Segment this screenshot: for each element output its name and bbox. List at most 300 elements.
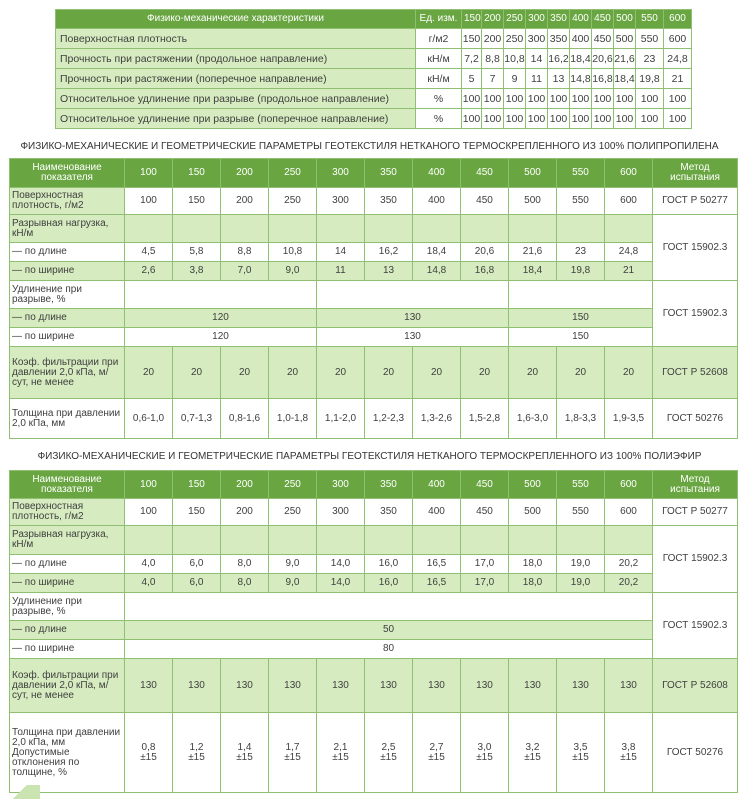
- polypropylene-table: [9, 158, 738, 439]
- elong-width-value: 130: [317, 328, 509, 347]
- load-width-value: 13: [365, 262, 413, 281]
- density-value: 300: [317, 499, 365, 526]
- thickness-value: 3,0 ±15: [461, 713, 509, 793]
- density-value: 450: [461, 499, 509, 526]
- load-width-value: 16,8: [461, 262, 509, 281]
- header-grade: 200: [482, 10, 504, 29]
- value-cell: 100: [592, 109, 614, 129]
- header-grade: 400: [570, 10, 592, 29]
- polypropylene-table-title: ФИЗИКО-МЕХАНИЧЕСКИЕ И ГЕОМЕТРИЧЕСКИЕ ПАРАМЕТРЫ ГЕОТЕКСТИЛЯ НЕТКАНОГО ТЕРМОСКРЕПЛЕННОГО ИЗ 100% ПОЛИПРОПИЛЕНА: [20, 141, 719, 152]
- load-length-value: 4,0: [125, 555, 173, 574]
- filter-value: 20: [413, 347, 461, 399]
- filter-value: 20: [173, 347, 221, 399]
- elong-method: ГОСТ 15902.3: [653, 593, 738, 659]
- row-label: Прочность при растяжении (продольное направление): [56, 49, 416, 69]
- filter-method: ГОСТ Р 52608: [653, 659, 738, 713]
- elong-width-row: [10, 328, 738, 347]
- table-row: [56, 109, 692, 129]
- filter-value: 130: [461, 659, 509, 713]
- value-cell: 100: [636, 89, 664, 109]
- value-cell: 9: [504, 69, 526, 89]
- load-length-row: [10, 555, 738, 574]
- thickness-value: 1,8-3,3: [557, 399, 605, 439]
- density-value: 200: [221, 188, 269, 215]
- header-grade: 100: [125, 471, 173, 499]
- thickness-value: 1,7 ±15: [269, 713, 317, 793]
- elong-label: Удлинение при разрыве, %: [10, 593, 125, 621]
- thickness-value: 2,7 ±15: [413, 713, 461, 793]
- density-value: 200: [221, 499, 269, 526]
- load-width-label: — по ширине: [10, 262, 125, 281]
- load-length-value: 17,0: [461, 555, 509, 574]
- empty-cell: [269, 526, 317, 555]
- density-value: 150: [173, 499, 221, 526]
- elong-length-label: — по длине: [10, 309, 125, 328]
- header-grade: 600: [664, 10, 692, 29]
- elong-label: Удлинение при разрыве, %: [10, 281, 125, 309]
- value-cell: 24,8: [664, 49, 692, 69]
- filter-value: 130: [317, 659, 365, 713]
- density-value: 550: [557, 188, 605, 215]
- header-grade: 400: [413, 159, 461, 188]
- header-grade: 400: [413, 471, 461, 499]
- empty-cell: [173, 215, 221, 243]
- filter-value: 130: [413, 659, 461, 713]
- load-length-label: — по длине: [10, 555, 125, 574]
- thickness-label: Толщина при давлении 2,0 кПа, мм: [10, 399, 125, 439]
- load-length-value: 5,8: [173, 243, 221, 262]
- load-length-label: — по длине: [10, 243, 125, 262]
- elong-label-row: [10, 593, 738, 621]
- density-label: Поверхностная плотность, г/м2: [10, 499, 125, 526]
- density-method: ГОСТ Р 50277: [653, 499, 738, 526]
- thickness-value: 0,8-1,6: [221, 399, 269, 439]
- value-cell: 100: [614, 89, 636, 109]
- decorative-corner: [0, 785, 40, 799]
- elong-length-value: 150: [509, 309, 653, 328]
- thickness-label: Толщина при давлении 2,0 кПа, мм Допустимые отклонения по толщине, %: [10, 713, 125, 793]
- empty-cell: [221, 215, 269, 243]
- value-cell: 100: [570, 109, 592, 129]
- value-cell: 21,6: [614, 49, 636, 69]
- filter-value: 130: [173, 659, 221, 713]
- header-name: Наименование показателя: [10, 159, 125, 188]
- load-length-value: 18,4: [413, 243, 461, 262]
- header-grade: 550: [557, 159, 605, 188]
- load-length-value: 10,8: [269, 243, 317, 262]
- value-cell: 450: [592, 29, 614, 49]
- value-cell: 300: [526, 29, 548, 49]
- empty-cell: [413, 215, 461, 243]
- filter-method: ГОСТ Р 52608: [653, 347, 738, 399]
- density-value: 250: [269, 499, 317, 526]
- value-cell: 16,8: [592, 69, 614, 89]
- thickness-value: 1,1-2,0: [317, 399, 365, 439]
- filter-value: 20: [269, 347, 317, 399]
- value-cell: 100: [548, 109, 570, 129]
- value-cell: 100: [504, 89, 526, 109]
- load-length-value: 14,0: [317, 555, 365, 574]
- thickness-value: 1,2-2,3: [365, 399, 413, 439]
- load-width-value: 7,0: [221, 262, 269, 281]
- elong-width-label: — по ширине: [10, 640, 125, 659]
- thickness-value: 2,1 ±15: [317, 713, 365, 793]
- value-cell: 23: [636, 49, 664, 69]
- elong-method: ГОСТ 15902.3: [653, 281, 738, 347]
- filter-value: 20: [221, 347, 269, 399]
- density-value: 100: [125, 188, 173, 215]
- thickness-value: 3,8 ±15: [605, 713, 653, 793]
- table-row: [56, 89, 692, 109]
- header-grade: 100: [125, 159, 173, 188]
- value-cell: 7: [482, 69, 504, 89]
- value-cell: 100: [636, 109, 664, 129]
- load-width-value: 2,6: [125, 262, 173, 281]
- characteristics-table: [55, 9, 692, 129]
- value-cell: 7,2: [462, 49, 482, 69]
- empty-cell: [317, 526, 365, 555]
- value-cell: 100: [462, 89, 482, 109]
- thickness-method: ГОСТ 50276: [653, 399, 738, 439]
- filter-value: 20: [605, 347, 653, 399]
- density-value: 500: [509, 188, 557, 215]
- load-width-value: 11: [317, 262, 365, 281]
- row-unit: кН/м: [416, 69, 462, 89]
- empty-cell: [605, 526, 653, 555]
- value-cell: 19,8: [636, 69, 664, 89]
- header-method: Метод испытания: [653, 471, 738, 499]
- thickness-value: 1,4 ±15: [221, 713, 269, 793]
- thickness-value: 0,7-1,3: [173, 399, 221, 439]
- row-unit: кН/м: [416, 49, 462, 69]
- filter-value: 20: [365, 347, 413, 399]
- value-cell: 20,6: [592, 49, 614, 69]
- value-cell: 100: [526, 89, 548, 109]
- value-cell: 250: [504, 29, 526, 49]
- empty-cell: [509, 526, 557, 555]
- elong-width-label: — по ширине: [10, 328, 125, 347]
- load-length-value: 20,6: [461, 243, 509, 262]
- value-cell: 100: [548, 89, 570, 109]
- header-unit: Ед. изм.: [416, 10, 462, 29]
- value-cell: 400: [570, 29, 592, 49]
- elong-length-label: — по длине: [10, 621, 125, 640]
- empty-cell: [509, 281, 653, 309]
- load-length-value: 9,0: [269, 555, 317, 574]
- load-width-value: 8,0: [221, 574, 269, 593]
- load-label: Разрывная нагрузка, кН/м: [10, 526, 125, 555]
- value-cell: 16,2: [548, 49, 570, 69]
- header-row: [56, 10, 692, 29]
- empty-cell: [125, 281, 317, 309]
- load-width-row: [10, 262, 738, 281]
- thickness-value: 3,5 ±15: [557, 713, 605, 793]
- load-width-value: 16,0: [365, 574, 413, 593]
- value-cell: 550: [636, 29, 664, 49]
- load-width-value: 6,0: [173, 574, 221, 593]
- elong-length-value: 120: [125, 309, 317, 328]
- load-label-row: [10, 215, 738, 243]
- thickness-value: 3,2 ±15: [509, 713, 557, 793]
- load-length-value: 8,0: [221, 555, 269, 574]
- thickness-method: ГОСТ 50276: [653, 713, 738, 793]
- load-length-value: 4,5: [125, 243, 173, 262]
- load-width-value: 18,4: [509, 262, 557, 281]
- table-row: [56, 29, 692, 49]
- load-width-value: 21: [605, 262, 653, 281]
- empty-cell: [125, 593, 653, 621]
- load-width-value: 9,0: [269, 262, 317, 281]
- load-width-value: 14,0: [317, 574, 365, 593]
- load-width-row: [10, 574, 738, 593]
- thickness-value: 1,9-3,5: [605, 399, 653, 439]
- empty-cell: [557, 526, 605, 555]
- value-cell: 100: [482, 89, 504, 109]
- header-grade: 350: [548, 10, 570, 29]
- density-value: 400: [413, 188, 461, 215]
- density-value: 350: [365, 499, 413, 526]
- filter-value: 20: [461, 347, 509, 399]
- load-width-value: 19,8: [557, 262, 605, 281]
- empty-cell: [461, 215, 509, 243]
- value-cell: 100: [664, 109, 692, 129]
- thickness-row: [10, 713, 738, 793]
- header-grade: 150: [462, 10, 482, 29]
- value-cell: 13: [548, 69, 570, 89]
- filter-row: [10, 347, 738, 399]
- thickness-value: 0,8 ±15: [125, 713, 173, 793]
- header-grade: 450: [461, 471, 509, 499]
- load-length-value: 20,2: [605, 555, 653, 574]
- empty-cell: [365, 526, 413, 555]
- header-grade: 450: [461, 159, 509, 188]
- density-value: 400: [413, 499, 461, 526]
- empty-cell: [221, 526, 269, 555]
- value-cell: 14: [526, 49, 548, 69]
- value-cell: 150: [462, 29, 482, 49]
- filter-row: [10, 659, 738, 713]
- load-width-value: 19,0: [557, 574, 605, 593]
- density-value: 600: [605, 188, 653, 215]
- load-length-value: 16,0: [365, 555, 413, 574]
- thickness-value: 2,5 ±15: [365, 713, 413, 793]
- header-grade: 300: [317, 471, 365, 499]
- header-grade: 150: [173, 159, 221, 188]
- density-value: 100: [125, 499, 173, 526]
- density-value: 150: [173, 188, 221, 215]
- value-cell: 18,4: [614, 69, 636, 89]
- polyester-table-title: ФИЗИКО-МЕХАНИЧЕСКИЕ И ГЕОМЕТРИЧЕСКИЕ ПАРАМЕТРЫ ГЕОТЕКСТИЛЯ НЕТКАНОГО ТЕРМОСКРЕПЛЕННОГО ИЗ 100% ПОЛИЭФИР: [37, 451, 702, 462]
- filter-value: 20: [317, 347, 365, 399]
- load-length-value: 23: [557, 243, 605, 262]
- load-length-value: 18,0: [509, 555, 557, 574]
- thickness-value: 1,2 ±15: [173, 713, 221, 793]
- density-value: 550: [557, 499, 605, 526]
- header-grade: 250: [269, 471, 317, 499]
- load-length-value: 21,6: [509, 243, 557, 262]
- load-width-value: 20,2: [605, 574, 653, 593]
- filter-value: 130: [605, 659, 653, 713]
- density-value: 300: [317, 188, 365, 215]
- row-label: Относительное удлинение при разрыве (поперечное направление): [56, 109, 416, 129]
- value-cell: 8,8: [482, 49, 504, 69]
- value-cell: 100: [482, 109, 504, 129]
- thickness-row: [10, 399, 738, 439]
- load-width-value: 16,5: [413, 574, 461, 593]
- value-cell: 100: [504, 109, 526, 129]
- load-length-value: 24,8: [605, 243, 653, 262]
- row-label: Относительное удлинение при разрыве (продольное направление): [56, 89, 416, 109]
- value-cell: 200: [482, 29, 504, 49]
- header-grade: 350: [365, 159, 413, 188]
- load-length-row: [10, 243, 738, 262]
- value-cell: 500: [614, 29, 636, 49]
- load-method: ГОСТ 15902.3: [653, 215, 738, 281]
- empty-cell: [125, 526, 173, 555]
- header-grade: 250: [269, 159, 317, 188]
- empty-cell: [317, 281, 509, 309]
- elong-width-value: 120: [125, 328, 317, 347]
- header-grade: 600: [605, 471, 653, 499]
- row-unit: %: [416, 89, 462, 109]
- row-label: Поверхностная плотность: [56, 29, 416, 49]
- density-method: ГОСТ Р 50277: [653, 188, 738, 215]
- empty-cell: [173, 526, 221, 555]
- elong-length-row: [10, 309, 738, 328]
- filter-value: 130: [221, 659, 269, 713]
- value-cell: 600: [664, 29, 692, 49]
- value-cell: 14,8: [570, 69, 592, 89]
- header-row: [10, 159, 738, 188]
- elong-length-row: [10, 621, 738, 640]
- value-cell: 11: [526, 69, 548, 89]
- table-row: [56, 69, 692, 89]
- empty-cell: [413, 526, 461, 555]
- filter-value: 130: [125, 659, 173, 713]
- value-cell: 18,4: [570, 49, 592, 69]
- header-grade: 500: [509, 159, 557, 188]
- header-grade: 200: [221, 471, 269, 499]
- load-length-value: 16,2: [365, 243, 413, 262]
- table-row: [56, 49, 692, 69]
- header-grade: 500: [614, 10, 636, 29]
- load-width-value: 3,8: [173, 262, 221, 281]
- empty-cell: [557, 215, 605, 243]
- load-width-label: — по ширине: [10, 574, 125, 593]
- load-width-value: 4,0: [125, 574, 173, 593]
- density-label: Поверхностная плотность, г/м2: [10, 188, 125, 215]
- filter-value: 130: [557, 659, 605, 713]
- elong-label-row: [10, 281, 738, 309]
- thickness-value: 1,3-2,6: [413, 399, 461, 439]
- density-value: 350: [365, 188, 413, 215]
- header-characteristic: Физико-механические характеристики: [56, 10, 416, 29]
- value-cell: 100: [592, 89, 614, 109]
- load-width-value: 9,0: [269, 574, 317, 593]
- load-length-value: 8,8: [221, 243, 269, 262]
- value-cell: 21: [664, 69, 692, 89]
- filter-value: 20: [557, 347, 605, 399]
- empty-cell: [269, 215, 317, 243]
- elong-width-value: 150: [509, 328, 653, 347]
- filter-value: 130: [509, 659, 557, 713]
- header-grade: 450: [592, 10, 614, 29]
- polyester-table: [9, 470, 738, 793]
- load-width-value: 17,0: [461, 574, 509, 593]
- header-method: Метод испытания: [653, 159, 738, 188]
- value-cell: 100: [664, 89, 692, 109]
- value-cell: 100: [614, 109, 636, 129]
- header-grade: 300: [526, 10, 548, 29]
- load-label-row: [10, 526, 738, 555]
- density-value: 250: [269, 188, 317, 215]
- density-row: [10, 499, 738, 526]
- header-grade: 550: [636, 10, 664, 29]
- row-unit: %: [416, 109, 462, 129]
- empty-cell: [509, 215, 557, 243]
- load-width-value: 14,8: [413, 262, 461, 281]
- header-grade: 300: [317, 159, 365, 188]
- header-grade: 150: [173, 471, 221, 499]
- filter-value: 130: [269, 659, 317, 713]
- filter-value: 20: [125, 347, 173, 399]
- row-label: Прочность при растяжении (поперечное направление): [56, 69, 416, 89]
- elong-width-row: [10, 640, 738, 659]
- density-value: 500: [509, 499, 557, 526]
- empty-cell: [461, 526, 509, 555]
- filter-label: Коэф. фильтрации при давлении 2,0 кПа, м/сут, не менее: [10, 347, 125, 399]
- filter-label: Коэф. фильтрации при давлении 2,0 кПа, м/сут, не менее: [10, 659, 125, 713]
- elong-width-value: 80: [125, 640, 653, 659]
- header-row: [10, 471, 738, 499]
- value-cell: 100: [526, 109, 548, 129]
- thickness-value: 1,6-3,0: [509, 399, 557, 439]
- load-length-value: 6,0: [173, 555, 221, 574]
- density-value: 600: [605, 499, 653, 526]
- header-grade: 550: [557, 471, 605, 499]
- header-grade: 600: [605, 159, 653, 188]
- load-label: Разрывная нагрузка, кН/м: [10, 215, 125, 243]
- header-grade: 200: [221, 159, 269, 188]
- header-name: Наименование показателя: [10, 471, 125, 499]
- load-length-value: 16,5: [413, 555, 461, 574]
- thickness-value: 1,0-1,8: [269, 399, 317, 439]
- value-cell: 10,8: [504, 49, 526, 69]
- header-grade: 500: [509, 471, 557, 499]
- filter-value: 130: [365, 659, 413, 713]
- empty-cell: [125, 215, 173, 243]
- value-cell: 100: [462, 109, 482, 129]
- empty-cell: [605, 215, 653, 243]
- thickness-value: 0,6-1,0: [125, 399, 173, 439]
- value-cell: 5: [462, 69, 482, 89]
- elong-length-value: 130: [317, 309, 509, 328]
- empty-cell: [365, 215, 413, 243]
- header-grade: 250: [504, 10, 526, 29]
- value-cell: 100: [570, 89, 592, 109]
- load-method: ГОСТ 15902.3: [653, 526, 738, 593]
- filter-value: 20: [509, 347, 557, 399]
- row-unit: г/м2: [416, 29, 462, 49]
- load-length-value: 19,0: [557, 555, 605, 574]
- header-grade: 350: [365, 471, 413, 499]
- load-length-value: 14: [317, 243, 365, 262]
- density-value: 450: [461, 188, 509, 215]
- elong-length-value: 50: [125, 621, 653, 640]
- value-cell: 350: [548, 29, 570, 49]
- load-width-value: 18,0: [509, 574, 557, 593]
- density-row: [10, 188, 738, 215]
